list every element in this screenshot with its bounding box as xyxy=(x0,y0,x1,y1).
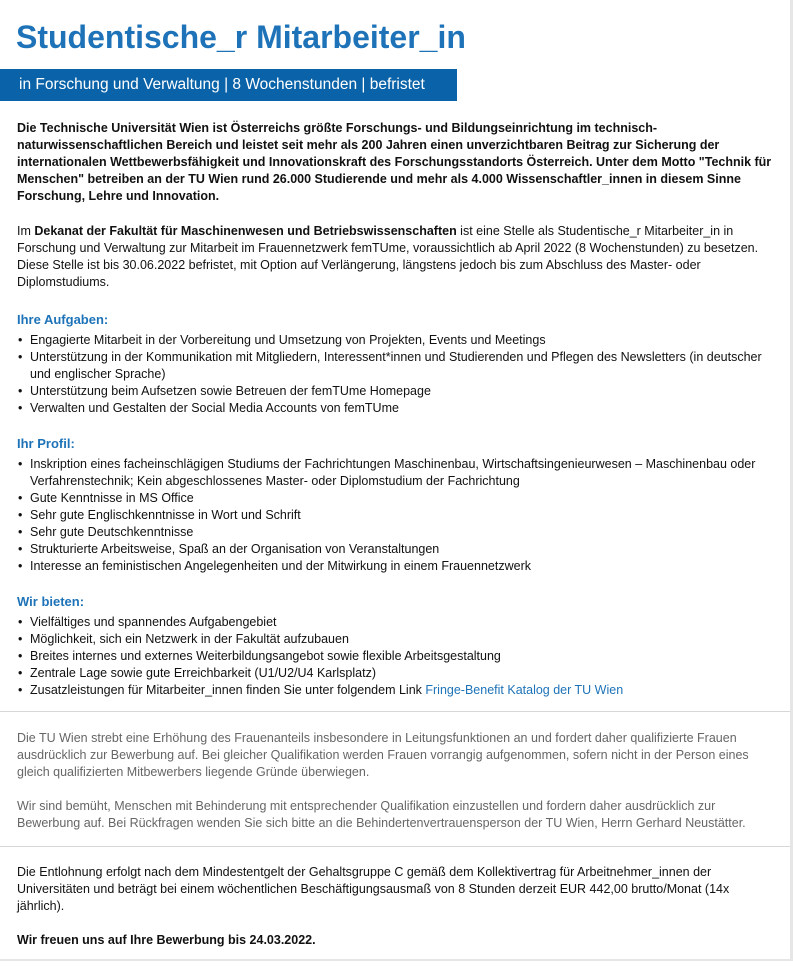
bieten-list xyxy=(17,614,775,699)
salary-paragraph: Die Entlohnung erfolgt nach dem Mindestentgelt der Gehaltsgruppe C gemäß dem Kollektivertrag für Arbeitnehmer_innen der Universitäten und beträgt bei einem wöchentlichen Beschäftigungsausmaß von 8 Stunden derzeit EUR 442,00 brutto/Monat (14x jährlich). xyxy=(17,865,730,913)
list-item: • Inskription eines facheinschlägigen Studiums der Fachrichtungen Maschinenbau, Wirtschaftsingenieurwesen – Maschinenbau oder Verfahrenstechnik; Kein abgeschlossenes Master- oder Diplomstudium der Fachrichtung xyxy=(17,456,775,490)
salary-section xyxy=(17,864,775,966)
list-item: • Zentrale Lage sowie gute Erreichbarkeit (U1/U2/U4 Karlsplatz) xyxy=(17,665,775,682)
list-item: • Möglichkeit, sich ein Netzwerk in der Fakultät aufzubauen xyxy=(17,631,775,648)
bieten-heading: Wir bieten: xyxy=(17,594,85,609)
section-divider xyxy=(0,846,790,847)
list-item: • Interesse an feministischen Angelegenheiten und der Mitwirkung in einem Frauennetzwerk xyxy=(17,558,775,575)
equality-paragraph: Die TU Wien strebt eine Erhöhung des Frauenanteils insbesondere in Leitungsfunktionen an und fordert daher qualifizierte Frauen ausdrücklich zur Bewerbung auf. Bei gleicher Qualifikation werden Frauen vorrangig aufgenommen, sofern nicht in der Person eines gleich qualifizierten Mitbewerbers liegende Gründe überwiegen. xyxy=(17,731,749,779)
profil-heading: Ihr Profil: xyxy=(17,436,75,451)
aufgaben-heading: Ihre Aufgaben: xyxy=(17,312,109,327)
department-name: Dekanat der Fakultät für Maschinenwesen und Betriebswissenschaften xyxy=(34,224,457,238)
list-item: • Vielfältiges und spannendes Aufgabengebiet xyxy=(17,614,775,631)
list-item xyxy=(17,682,775,699)
equality-section xyxy=(17,730,775,849)
section-divider xyxy=(0,711,790,712)
position-text: ist eine Stelle als Studentische_r Mitarbeiter_in in Forschung und Verwaltung zur Mitarbeit im Frauennetzwerk femTUme, voraussichtlich ab April 2022 (8 Wochenstunden) zu besetzen. Diese Stelle ist bis 30.06.2022 befristet, mit Option auf Verlängerung, längstens jedoch bis zum Abschluss des Master- oder Diplomstudiums. xyxy=(17,224,759,289)
benefits-text: Zusatzleistungen für Mitarbeiter_innen finden Sie unter folgendem Link xyxy=(30,683,426,697)
disability-paragraph: Wir sind bemüht, Menschen mit Behinderung mit entsprechender Qualifikation einzustellen und fordern daher ausdrücklich zur Bewerbung auf. Bei Rückfragen wenden Sie sich bitte an die Behindertenvertrauensperson der TU Wien, Herrn Gerhard Neustätter. xyxy=(17,799,746,830)
list-item: • Sehr gute Deutschkenntnisse xyxy=(17,524,775,541)
fringe-benefit-link[interactable]: Fringe-Benefit Katalog der TU Wien xyxy=(425,683,624,697)
closing-line: Wir freuen uns auf Ihre Bewerbung bis 24.03.2022. xyxy=(17,933,316,947)
position-paragraph xyxy=(17,223,775,291)
position-prefix: Im xyxy=(17,224,35,238)
list-item: • Unterstützung beim Aufsetzen sowie Betreuen der femTUme Homepage xyxy=(17,383,775,400)
list-item: • Unterstützung in der Kommunikation mit Mitgliedern, Interessent*innen und Studierenden und Pflegen des Newsletters (in deutscher und englischer Sprache) xyxy=(17,349,775,383)
subtitle-banner: in Forschung und Verwaltung | 8 Wochenstunden | befristet xyxy=(0,69,457,101)
job-description xyxy=(17,120,775,717)
intro-paragraph: Die Technische Universität Wien ist Österreichs größte Forschungs- und Bildungseinrichtung im technisch-naturwissenschaftlichen Bereich und leistet seit mehr als 200 Jahren einen unverzichtbaren Beitrag zur Sicherung der internationalen Wettbewerbsfähigkeit und Innovationskraft des Forschungsstandorts Österreich. Unter dem Motto "Technik für Menschen" betreiben an der TU Wien rund 26.000 Studierende und mehr als 4.000 Wissenschaftler_innen in diesem Sinne Forschung, Lehre und Innovation. xyxy=(17,121,772,203)
aufgaben-list xyxy=(17,332,775,417)
list-item: • Breites internes und externes Weiterbildungsangebot sowie flexible Arbeitsgestaltung xyxy=(17,648,775,665)
page-title: Studentische_r Mitarbeiter_in xyxy=(16,19,466,55)
profil-list xyxy=(17,456,775,575)
list-item: • Strukturierte Arbeitsweise, Spaß an der Organisation von Veranstaltungen xyxy=(17,541,775,558)
list-item: • Gute Kenntnisse in MS Office xyxy=(17,490,775,507)
list-item: • Engagierte Mitarbeit in der Vorbereitung und Umsetzung von Projekten, Events und Meetings xyxy=(17,332,775,349)
list-item: • Sehr gute Englischkenntnisse in Wort und Schrift xyxy=(17,507,775,524)
list-item: • Verwalten und Gestalten der Social Media Accounts von femTUme xyxy=(17,400,775,417)
